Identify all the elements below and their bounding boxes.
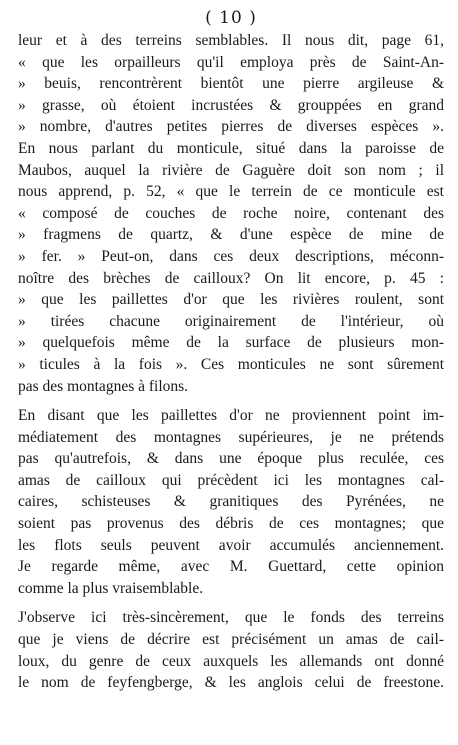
text-line: » quelquefois même de la surface de plusieurs mon- — [18, 334, 444, 352]
text-line: » fragmens de quartz, & d'une espèce de mine de — [18, 226, 444, 244]
text-line: que je viens de décrire est précisément un amas de cail- — [18, 631, 444, 649]
paragraph-gap — [18, 599, 444, 607]
text-line: soient pas provenus des débris de ces montagnes; que — [18, 515, 444, 533]
text-line: les flots seuls peuvent avoir accumulés anciennement. — [18, 536, 444, 554]
paragraph-2 — [18, 405, 444, 599]
text-line: leur et à des terreins semblables. Il nous dit, page 61, — [18, 32, 444, 49]
paragraph-1 — [18, 30, 444, 397]
text-line: » ticules à la fois ». Ces monticules ne sont sûrement — [18, 355, 444, 373]
text-line: » nombre, d'autres petites pierres de diverses espèces ». — [18, 118, 444, 136]
text-line: J'observe ici très-sincèrement, que le fonds des terreins — [18, 609, 444, 627]
text-line: comme la plus vraisemblable. — [18, 579, 204, 597]
text-line: » beuis, rencontrèrent bientôt une pierre argileuse & — [18, 75, 444, 93]
text-line: caires, schisteuses & granitiques des Pyrénées, ne — [18, 493, 444, 511]
text-line: » fer. » Peut-on, dans ces deux descriptions, méconn- — [18, 247, 444, 265]
text-line: Je regarde même, avec M. Guettard, cette opinion — [18, 558, 444, 576]
text-line: amas de cailloux qui précèdent ici les montagnes cal- — [18, 471, 444, 489]
text-line: loux, du genre de ceux auxquels les allemands ont donné — [18, 652, 444, 670]
text-line: noître des brèches de cailloux? On lit encore, p. 45 : — [18, 269, 444, 287]
text-line: le nom de feyfengberge, & les anglois celui de freestone. — [18, 674, 444, 692]
paragraph-3 — [18, 607, 444, 693]
text-line: « que les orpailleurs qu'il employa près de Saint-An- — [18, 53, 444, 71]
page-number: ( 10 ) — [205, 8, 257, 28]
text-line: » grasse, où étoient incrustées & grouppées en grand — [18, 96, 444, 114]
text-line: nous apprend, p. 52, « que le terrein de ce monticule est — [18, 183, 444, 201]
text-line: médiatement des montagnes supérieures, je ne prétends — [18, 428, 444, 446]
text-line: » que les paillettes d'or que les rivières roulent, sont — [18, 291, 444, 309]
text-line: » tirées chacune originairement de l'intérieur, où — [18, 312, 444, 330]
text-line: pas qu'autrefois, & dans une époque plus reculée, ces — [18, 450, 444, 468]
text-line: pas des montagnes à filons. — [18, 377, 189, 395]
text-line: « composé de couches de roche noire, contenant des — [18, 204, 444, 222]
text-line: En nous parlant du monticule, situé dans la paroisse de — [18, 139, 444, 157]
text-line: Maubos, auquel la rivière de Gaguère doit son nom ; il — [18, 161, 444, 179]
text-line: En disant que les paillettes d'or ne proviennent point im- — [18, 407, 444, 425]
paragraph-gap — [18, 397, 444, 405]
